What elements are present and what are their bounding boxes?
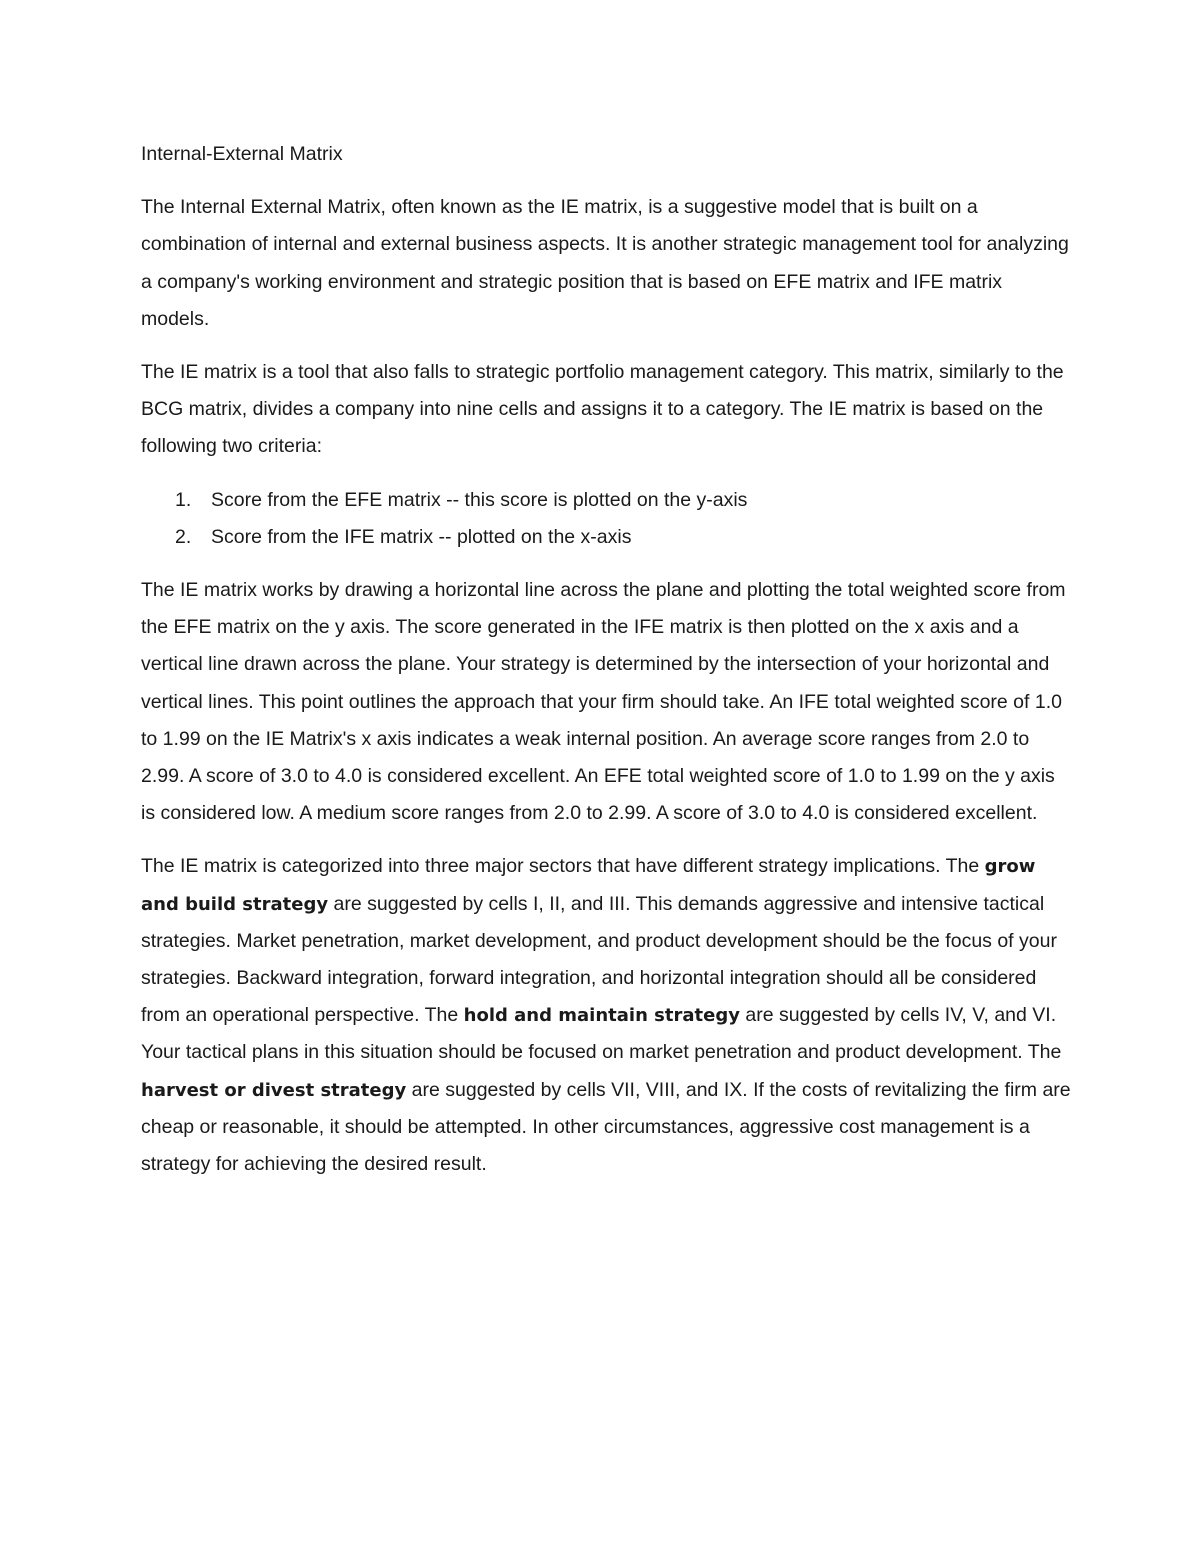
sectors-text-3: are suggested by cells IV, V, and VI. Your tactical plans in this situation should be focused on market penetration and product development. The [141, 1004, 1062, 1064]
strategy-harvest-divest: harvest or divest strategy [141, 1079, 407, 1101]
criteria-list [141, 482, 1071, 556]
strategy-grow-build: grow and build strategy [141, 856, 1036, 915]
paragraph-criteria-intro: The IE matrix is a tool that also falls to strategic portfolio management category. This matrix, similarly to the BCG matrix, divides a company into nine cells and assigns it to a category. The IE matrix is based on the following two criteria: [141, 361, 1064, 458]
sectors-text-1: The IE matrix is categorized into three major sectors that have different strategy implications. The [141, 855, 985, 878]
strategy-hold-maintain: hold and maintain strategy [463, 1005, 740, 1027]
paragraph-intro: The Internal External Matrix, often known as the IE matrix, is a suggestive model that is built on a combination of internal and external business aspects. It is another strategic management tool for analyzing a company's working environment and strategic position that is based on EFE matrix and IFE matrix models. [141, 196, 1069, 330]
list-item [141, 519, 1071, 556]
paragraph-sectors [141, 848, 1071, 1183]
document-title: Internal-External Matrix [141, 143, 343, 165]
list-item-text: Score from the EFE matrix -- this score is plotted on the y-axis [211, 488, 748, 511]
list-item-text: Score from the IFE matrix -- plotted on the x-axis [211, 525, 632, 548]
sectors-text-4: are suggested by cells VII, VIII, and IX. If the costs of revitalizing the firm are cheap or reasonable, it should be attempted. In other circumstances, aggressive cost management is a strategy for achieving the desired result. [141, 1078, 1071, 1176]
list-item-number: 2. [175, 525, 192, 548]
document-page [141, 136, 1071, 1199]
list-item-number: 1. [175, 488, 192, 511]
sectors-text-2: are suggested by cells I, II, and III. This demands aggressive and intensive tactical strategies. Market penetration, market development, and product development should be the focus of your strategies. Backward integration, forward integration, and horizontal integration should all be considered from an operational perspective. The [141, 892, 1057, 1027]
paragraph-scoring: The IE matrix works by drawing a horizontal line across the plane and plotting the total weighted score from the EFE matrix on the y axis. The score generated in the IFE matrix is then plotted on the x axis and a vertical line drawn across the plane. Your strategy is determined by the intersection of your horizontal and vertical lines. This point outlines the approach that your firm should take. An IFE total weighted score of 1.0 to 1.99 on the IE Matrix's x axis indicates a weak internal position. An average score ranges from 2.0 to 2.99. A score of 3.0 to 4.0 is considered excellent. An EFE total weighted score of 1.0 to 1.99 on the y axis is considered low. A medium score ranges from 2.0 to 2.99. A score of 3.0 to 4.0 is considered excellent. [141, 579, 1066, 825]
list-item [141, 482, 1071, 519]
